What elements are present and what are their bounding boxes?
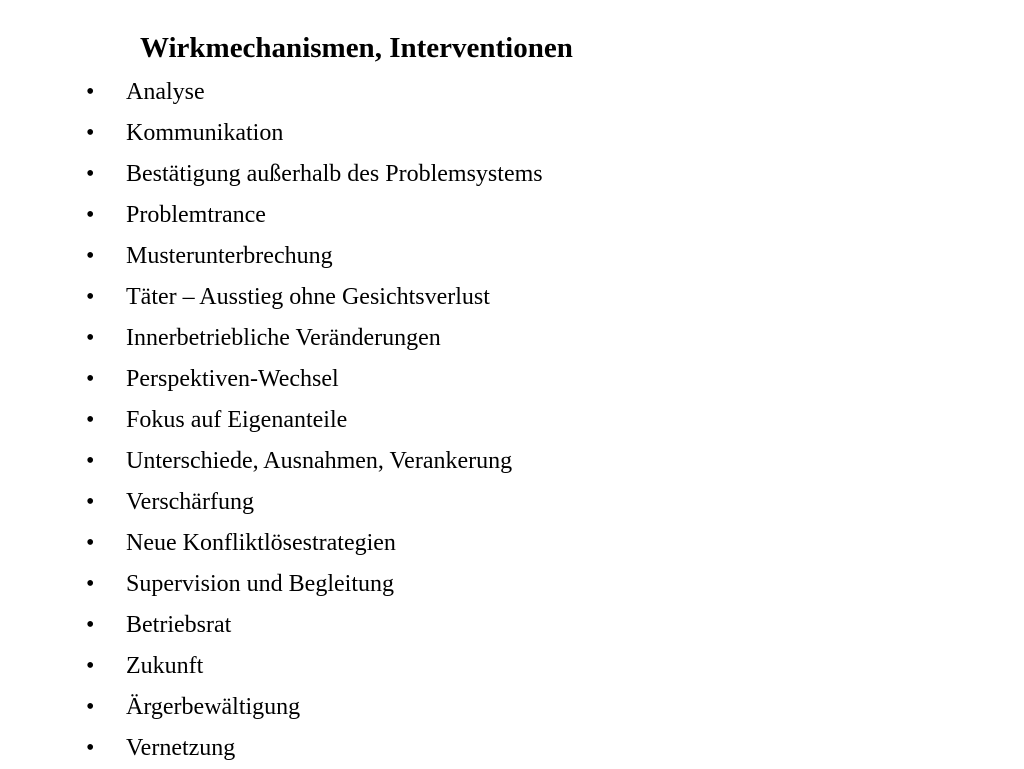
bullet-icon: • (86, 243, 95, 269)
list-item-text: Fokus auf Eigenanteile (126, 407, 348, 433)
list-item-text: Bestätigung außerhalb des Problemsystems (126, 161, 543, 187)
list-item-text: Verschärfung (126, 489, 254, 515)
list-item-text: Vernetzung (126, 735, 236, 761)
bullet-icon: • (86, 407, 95, 433)
list-item-text: Supervision und Begleitung (126, 571, 394, 597)
bullet-icon: • (86, 161, 95, 187)
bullet-icon: • (86, 735, 95, 761)
bullet-icon: • (86, 571, 95, 597)
bullet-icon: • (86, 530, 95, 556)
bullet-icon: • (86, 366, 95, 392)
list-item-text: Musterunterbrechung (126, 243, 333, 269)
bullet-icon: • (86, 612, 95, 638)
slide-title: Wirkmechanismen, Interventionen (140, 32, 573, 64)
list-item-text: Perspektiven-Wechsel (126, 366, 339, 392)
bullet-icon: • (86, 284, 95, 310)
list-item-text: Zukunft (126, 653, 204, 679)
list-item-text: Kommunikation (126, 120, 284, 146)
bullet-icon: • (86, 202, 95, 228)
list-item-text: Analyse (126, 79, 205, 105)
bullet-icon: • (86, 448, 95, 474)
list-item-text: Ärgerbewältigung (126, 694, 301, 720)
list-item-text: Unterschiede, Ausnahmen, Verankerung (126, 448, 513, 474)
bullet-icon: • (86, 325, 95, 351)
bullet-icon: • (86, 79, 95, 105)
list-item-text: Innerbetriebliche Veränderungen (126, 325, 441, 351)
bullet-icon: • (86, 653, 95, 679)
bullet-icon: • (86, 694, 95, 720)
list-item-text: Neue Konfliktlösestrategien (126, 530, 396, 556)
bullet-icon: • (86, 120, 95, 146)
list-item-text: Täter – Ausstieg ohne Gesichtsverlust (126, 284, 490, 310)
list-item-text: Problemtrance (126, 202, 266, 228)
list-item-text: Betriebsrat (126, 612, 232, 638)
bullet-icon: • (86, 489, 95, 515)
